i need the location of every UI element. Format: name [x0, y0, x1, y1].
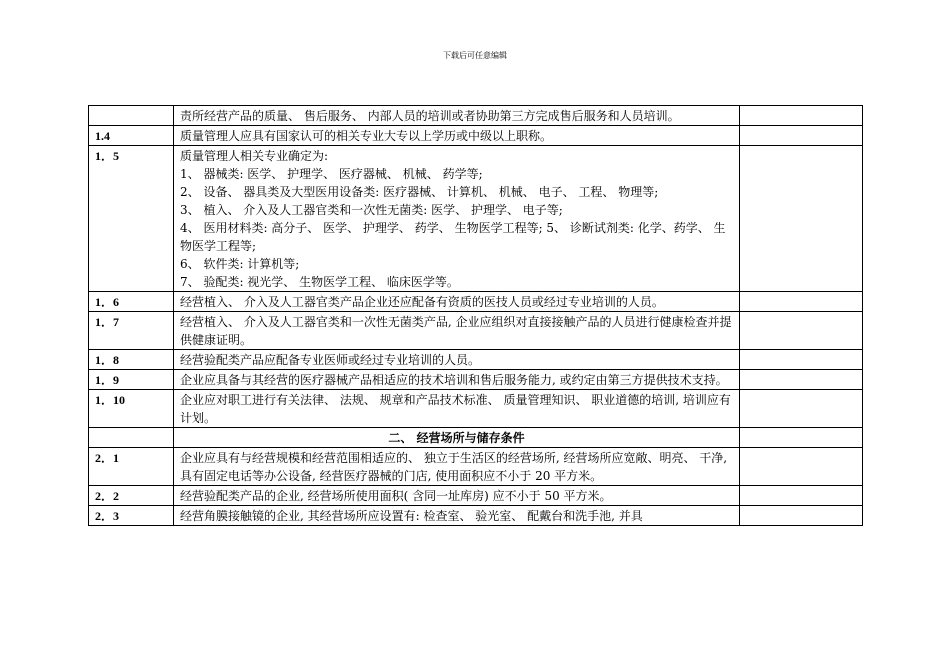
item-number: 1．5: [89, 146, 174, 292]
requirement-text: [174, 390, 740, 428]
remarks-cell: [740, 350, 863, 370]
item-number: 1．7: [89, 312, 174, 350]
section-title: 二、 经营场所与储存条件: [174, 428, 740, 448]
requirement-line: 经营角膜接触镜的企业, 其经营场所应设置有: 检查室、 验光室、 配戴台和洗手池, 并具: [180, 509, 643, 523]
item-number: 1.4: [89, 126, 174, 146]
requirement-line: 4、 医用材料类: 高分子、 医学、 护理学、 药学、 生物医学工程等; 5、 诊断试剂类: 化学、药学、 生物医学工程等;: [180, 221, 726, 253]
remarks-cell: [740, 106, 863, 126]
table-row: [89, 486, 863, 506]
item-number: 2．3: [89, 506, 174, 526]
remarks-cell: [740, 448, 863, 486]
requirement-text: [174, 146, 740, 292]
requirement-text: [174, 506, 740, 526]
requirement-line: 企业应具有与经营规模和经营范围相适应的、 独立于生活区的经营场所, 经营场所应宽敞、明亮、 干净, 具有固定电话等办公设备, 经营医疗器械的门店, 使用面积应不小于 20 平方米。: [180, 451, 728, 483]
remarks-cell: [740, 428, 863, 448]
item-number: 2．2: [89, 486, 174, 506]
requirement-line: 企业应对职工进行有关法律、 法规、 规章和产品技术标准、 质量管理知识、 职业道德的培训, 培训应有计划。: [180, 393, 731, 425]
item-number: 1．8: [89, 350, 174, 370]
table-row: [89, 126, 863, 146]
remarks-cell: [740, 390, 863, 428]
requirement-line: 6、 软件类: 计算机等;: [180, 257, 300, 271]
item-number: [89, 106, 174, 126]
item-number: 1．9: [89, 370, 174, 390]
remarks-cell: [740, 292, 863, 312]
item-number: 2．1: [89, 448, 174, 486]
requirement-line: 经营植入、 介入及人工器官类和一次性无菌类产品, 企业应组织对直接接触产品的人员进行健康检查并提供健康证明。: [180, 315, 732, 347]
requirement-line: 质量管理人相关专业确定为:: [180, 149, 329, 163]
requirement-text: [174, 106, 740, 126]
requirement-line: 7、 验配类: 视光学、 生物医学工程、 临床医学等。: [180, 275, 459, 289]
requirement-text: [174, 350, 740, 370]
requirement-line: 经营植入、 介入及人工器官类产品企业还应配备有资质的医技人员或经过专业培训的人员。: [180, 295, 664, 309]
page-header-note: 下载后可任意编辑: [443, 51, 507, 60]
item-number: [89, 428, 174, 448]
remarks-cell: [740, 370, 863, 390]
requirement-line: 经营验配类产品的企业, 经营场所使用面积( 含同一址库房) 应不小于 50 平方米。: [180, 489, 612, 503]
table-row: [89, 506, 863, 526]
requirement-text: [174, 312, 740, 350]
table-row: [89, 350, 863, 370]
requirement-text: [174, 448, 740, 486]
requirement-line: 经营验配类产品应配备专业医师或经过专业培训的人员。: [180, 353, 481, 367]
table-row: [89, 312, 863, 350]
requirement-line: 质量管理人应具有国家认可的相关专业大专以上学历或中级以上职称。: [180, 129, 553, 143]
table-row: [89, 292, 863, 312]
requirement-line: 企业应具备与其经营的医疗器械产品相适应的技术培训和售后服务能力, 或约定由第三方提供技术支持。: [180, 373, 728, 387]
table-row: [89, 146, 863, 292]
requirement-line: 责所经营产品的质量、 售后服务、 内部人员的培训或者协助第三方完成售后服务和人员培训。: [180, 109, 680, 123]
table-row: [89, 390, 863, 428]
item-number: 1．10: [89, 390, 174, 428]
remarks-cell: [740, 126, 863, 146]
remarks-cell: [740, 506, 863, 526]
item-number: 1．6: [89, 292, 174, 312]
remarks-cell: [740, 486, 863, 506]
requirement-text: [174, 126, 740, 146]
table-row: [89, 448, 863, 486]
requirements-table: [88, 105, 863, 526]
requirement-line: 1、 器械类: 医学、 护理学、 医疗器械、 机械、 药学等;: [180, 167, 483, 181]
requirement-text: [174, 292, 740, 312]
requirement-text: [174, 370, 740, 390]
requirement-text: [174, 486, 740, 506]
remarks-cell: [740, 146, 863, 292]
requirement-line: 2、 设备、 器具类及大型医用设备类: 医疗器械、 计算机、 机械、 电子、 工程、 物理等;: [180, 185, 659, 199]
remarks-cell: [740, 312, 863, 350]
table-row: [89, 370, 863, 390]
table-row: [89, 106, 863, 126]
section-header-row: [89, 428, 863, 448]
requirement-line: 3、 植入、 介入及人工器官类和一次性无菌类: 医学、 护理学、 电子等;: [180, 203, 563, 217]
requirements-table-body: [89, 106, 863, 526]
